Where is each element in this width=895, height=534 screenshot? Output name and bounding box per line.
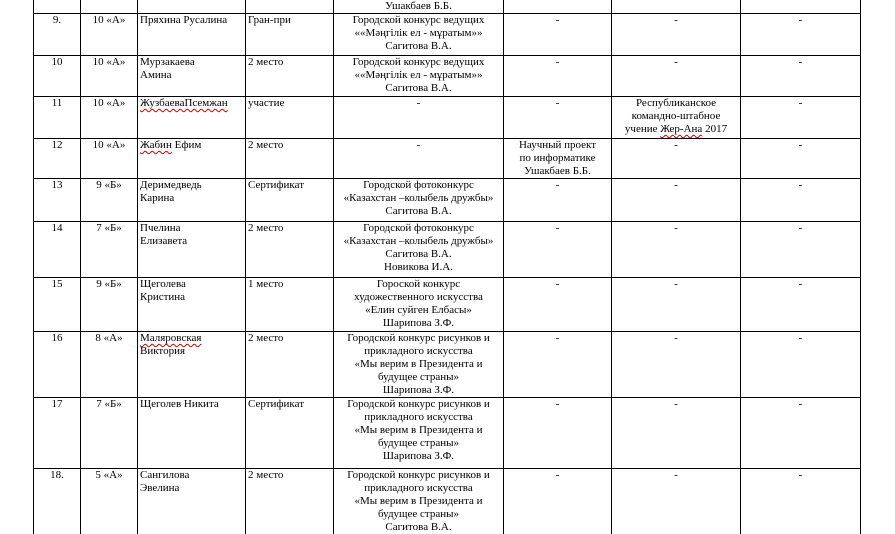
cell-num: 12 — [34, 139, 81, 179]
cell-num: 13 — [34, 179, 81, 222]
cell-competition: Городской фотоконкурс «Казахстан –колыбель дружбы» Сагитова В.А. Новикова И.А. — [334, 222, 504, 278]
cell-num: 17 — [34, 398, 81, 469]
cell-name: Щеголев Никита — [138, 398, 246, 469]
cell-result: 2 место — [246, 139, 334, 179]
cell-name: Деримедведь Карина — [138, 179, 246, 222]
cell-grade: 9 «Б» — [81, 278, 138, 332]
cell-col8: - — [741, 179, 861, 222]
cell-num: 10 — [34, 56, 81, 97]
cell-grade: 10 «А» — [81, 97, 138, 139]
table-row — [34, 332, 861, 398]
cell-num: 18. — [34, 469, 81, 534]
cell-result — [246, 0, 334, 14]
misspelled-text: Жер-Ана — [660, 123, 703, 135]
table-row — [34, 14, 861, 56]
cell-col6: - — [504, 222, 612, 278]
cell-result: 2 место — [246, 332, 334, 398]
cell-col7: - — [612, 398, 741, 469]
cell-result: 1 место — [246, 278, 334, 332]
cell-col7: - — [612, 14, 741, 56]
cell-num: 15 — [34, 278, 81, 332]
cell-name — [138, 97, 246, 139]
table-row — [34, 97, 861, 139]
cell-col8: - — [741, 14, 861, 56]
cell-result: 2 место — [246, 56, 334, 97]
results-table-body — [34, 0, 861, 534]
cell-col7: Республиканское командно-штабное учение Жер-Ана 2017 — [612, 97, 741, 139]
cell-grade: 10 «А» — [81, 56, 138, 97]
cell-grade — [81, 0, 138, 14]
cell-num: 9. — [34, 14, 81, 56]
cell-name: Маляровская Виктория — [138, 332, 246, 398]
cell-competition: Гороской конкурс художественного искусства «Елин суйген Елбасы» Шарипова З.Ф. — [334, 278, 504, 332]
table-row — [34, 179, 861, 222]
cell-col6: Научный проект по информатике Ушакбаев Б.Б. — [504, 139, 612, 179]
cell-col6: - — [504, 97, 612, 139]
cell-competition: Городской конкурс рисунков и прикладного искусства «Мы верим в Президента и будущее страны» Шарипова З.Ф. — [334, 332, 504, 398]
table-row-partial — [34, 0, 861, 14]
cell-col6: - — [504, 398, 612, 469]
cell-col8: - — [741, 139, 861, 179]
cell-col7: - — [612, 222, 741, 278]
cell-name: Пчелина Елизавета — [138, 222, 246, 278]
cell-col8: - — [741, 56, 861, 97]
cell-col8: - — [741, 398, 861, 469]
cell-competition: Городской конкурс рисунков и прикладного искусства «Мы верим в Президента и будущее страны» Сагитова В.А. — [334, 469, 504, 534]
table-row — [34, 278, 861, 332]
cell-col7: - — [612, 332, 741, 398]
cell-result: 2 место — [246, 469, 334, 534]
cell-col8 — [741, 0, 861, 14]
cell-result: участие — [246, 97, 334, 139]
cell-col6: - — [504, 14, 612, 56]
cell-col6: - — [504, 179, 612, 222]
cell-name: Мурзакаева Амина — [138, 56, 246, 97]
cell-col6: - — [504, 56, 612, 97]
cell-col8: - — [741, 97, 861, 139]
cell-grade: 10 «А» — [81, 14, 138, 56]
cell-col8: - — [741, 332, 861, 398]
cell-col8: - — [741, 222, 861, 278]
cell-result: 2 место — [246, 222, 334, 278]
cell-name — [138, 0, 246, 14]
table-row — [34, 56, 861, 97]
cell-col6: - — [504, 278, 612, 332]
table-row — [34, 139, 861, 179]
cell-competition: Городской фотоконкурс «Казахстан –колыбель дружбы» Сагитова В.А. — [334, 179, 504, 222]
cell-col7: - — [612, 139, 741, 179]
cell-col7: - — [612, 179, 741, 222]
cell-result: Сертификат — [246, 398, 334, 469]
cell-name: Пряхина Русалина — [138, 14, 246, 56]
cell-col7: - — [612, 469, 741, 534]
cell-name: Жабин Ефим — [138, 139, 246, 179]
cell-grade: 7 «Б» — [81, 222, 138, 278]
cell-num: 14 — [34, 222, 81, 278]
cell-competition: Городской конкурс ведущих ««Мәңгілік ел - мұратым»» Сагитова В.А. — [334, 14, 504, 56]
table-row — [34, 398, 861, 469]
cell-col6: - — [504, 332, 612, 398]
cell-col6: - — [504, 469, 612, 534]
cell-result: Сертификат — [246, 179, 334, 222]
table-row — [34, 222, 861, 278]
cell-competition: - — [334, 139, 504, 179]
results-table — [33, 0, 861, 534]
cell-competition: Городской конкурс ведущих ««Мәңгілік ел - мұратым»» Сагитова В.А. — [334, 56, 504, 97]
misspelled-text: Маляровская — [140, 332, 202, 344]
cell-col8: - — [741, 278, 861, 332]
cell-grade: 7 «Б» — [81, 398, 138, 469]
cell-grade: 5 «А» — [81, 469, 138, 534]
cell-competition: Ушакбаев Б.Б. — [334, 0, 504, 14]
cell-num: 11 — [34, 97, 81, 139]
cell-col7: - — [612, 278, 741, 332]
misspelled-text: ЖузбаеваПсемжан — [140, 97, 228, 109]
cell-name: Щеголева Кристина — [138, 278, 246, 332]
cell-col8: - — [741, 469, 861, 534]
cell-col6 — [504, 0, 612, 14]
cell-grade: 8 «А» — [81, 332, 138, 398]
cell-num — [34, 0, 81, 14]
cell-num: 16 — [34, 332, 81, 398]
table-row — [34, 469, 861, 534]
cell-col7 — [612, 0, 741, 14]
misspelled-text: Жабин — [140, 139, 172, 151]
cell-grade: 9 «Б» — [81, 179, 138, 222]
cell-result: Гран-при — [246, 14, 334, 56]
cell-competition: - — [334, 97, 504, 139]
cell-competition: Городской конкурс рисунков и прикладного искусства «Мы верим в Президента и будущее страны» Шарипова З.Ф. — [334, 398, 504, 469]
cell-col7: - — [612, 56, 741, 97]
cell-name: Сангилова Эвелина — [138, 469, 246, 534]
cell-grade: 10 «А» — [81, 139, 138, 179]
